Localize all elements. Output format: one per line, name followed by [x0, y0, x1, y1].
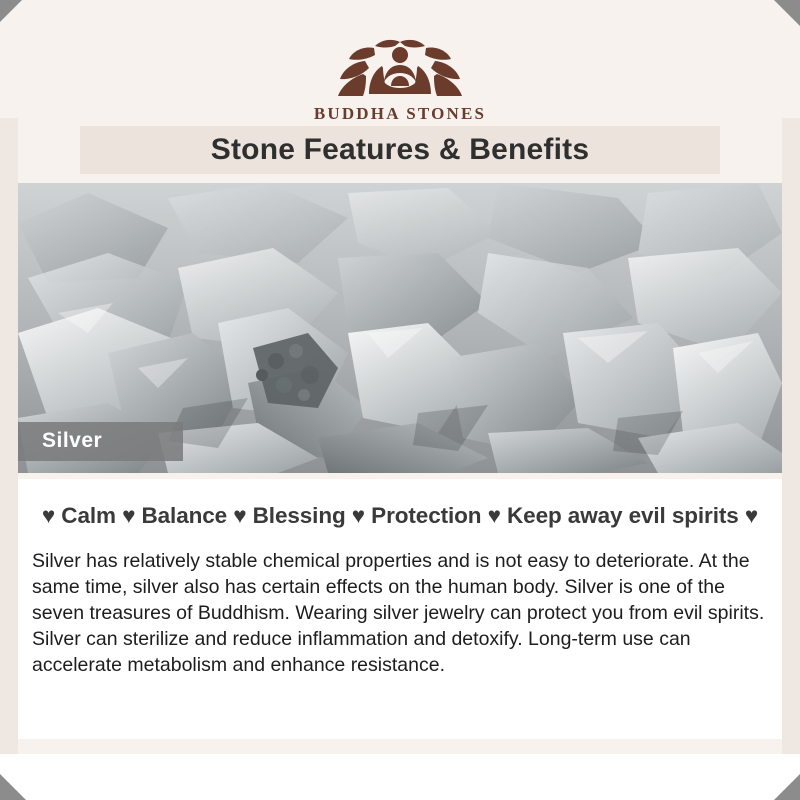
corner-accent-bottom-right	[774, 774, 800, 800]
logo-lockup	[0, 24, 800, 124]
section-title-band	[80, 126, 720, 174]
corner-accent-top-right	[774, 0, 800, 26]
bottom-fill	[0, 754, 800, 800]
hero-image	[18, 183, 782, 473]
benefit-keywords: ♥ Calm ♥ Balance ♥ Blessing ♥ Protection ♥ Keep away evil spirits ♥	[41, 503, 759, 528]
content-panel	[18, 479, 782, 739]
page-title: Stone Features & Benefits	[210, 133, 590, 166]
brand-header	[0, 0, 800, 123]
corner-accent-bottom-left	[0, 774, 26, 800]
stone-description: Silver has relatively stable chemical properties and is not easy to deteriorate. At the same time, silver also has certain effects on the human body. Silver is one of the seven treasures of Buddhism. Wearing silver jewelry can protect you from evil spirits. Silver can sterilize and reduce inflammation and detoxify. Long-term use can accelerate metabolism and enhance resistance.	[32, 550, 765, 676]
lotus-meditation-figure-icon	[325, 24, 475, 102]
brand-name: BUDDHA STONES	[313, 104, 487, 123]
stone-name-label: Silver	[18, 422, 183, 461]
corner-accent-top-left	[0, 0, 22, 22]
